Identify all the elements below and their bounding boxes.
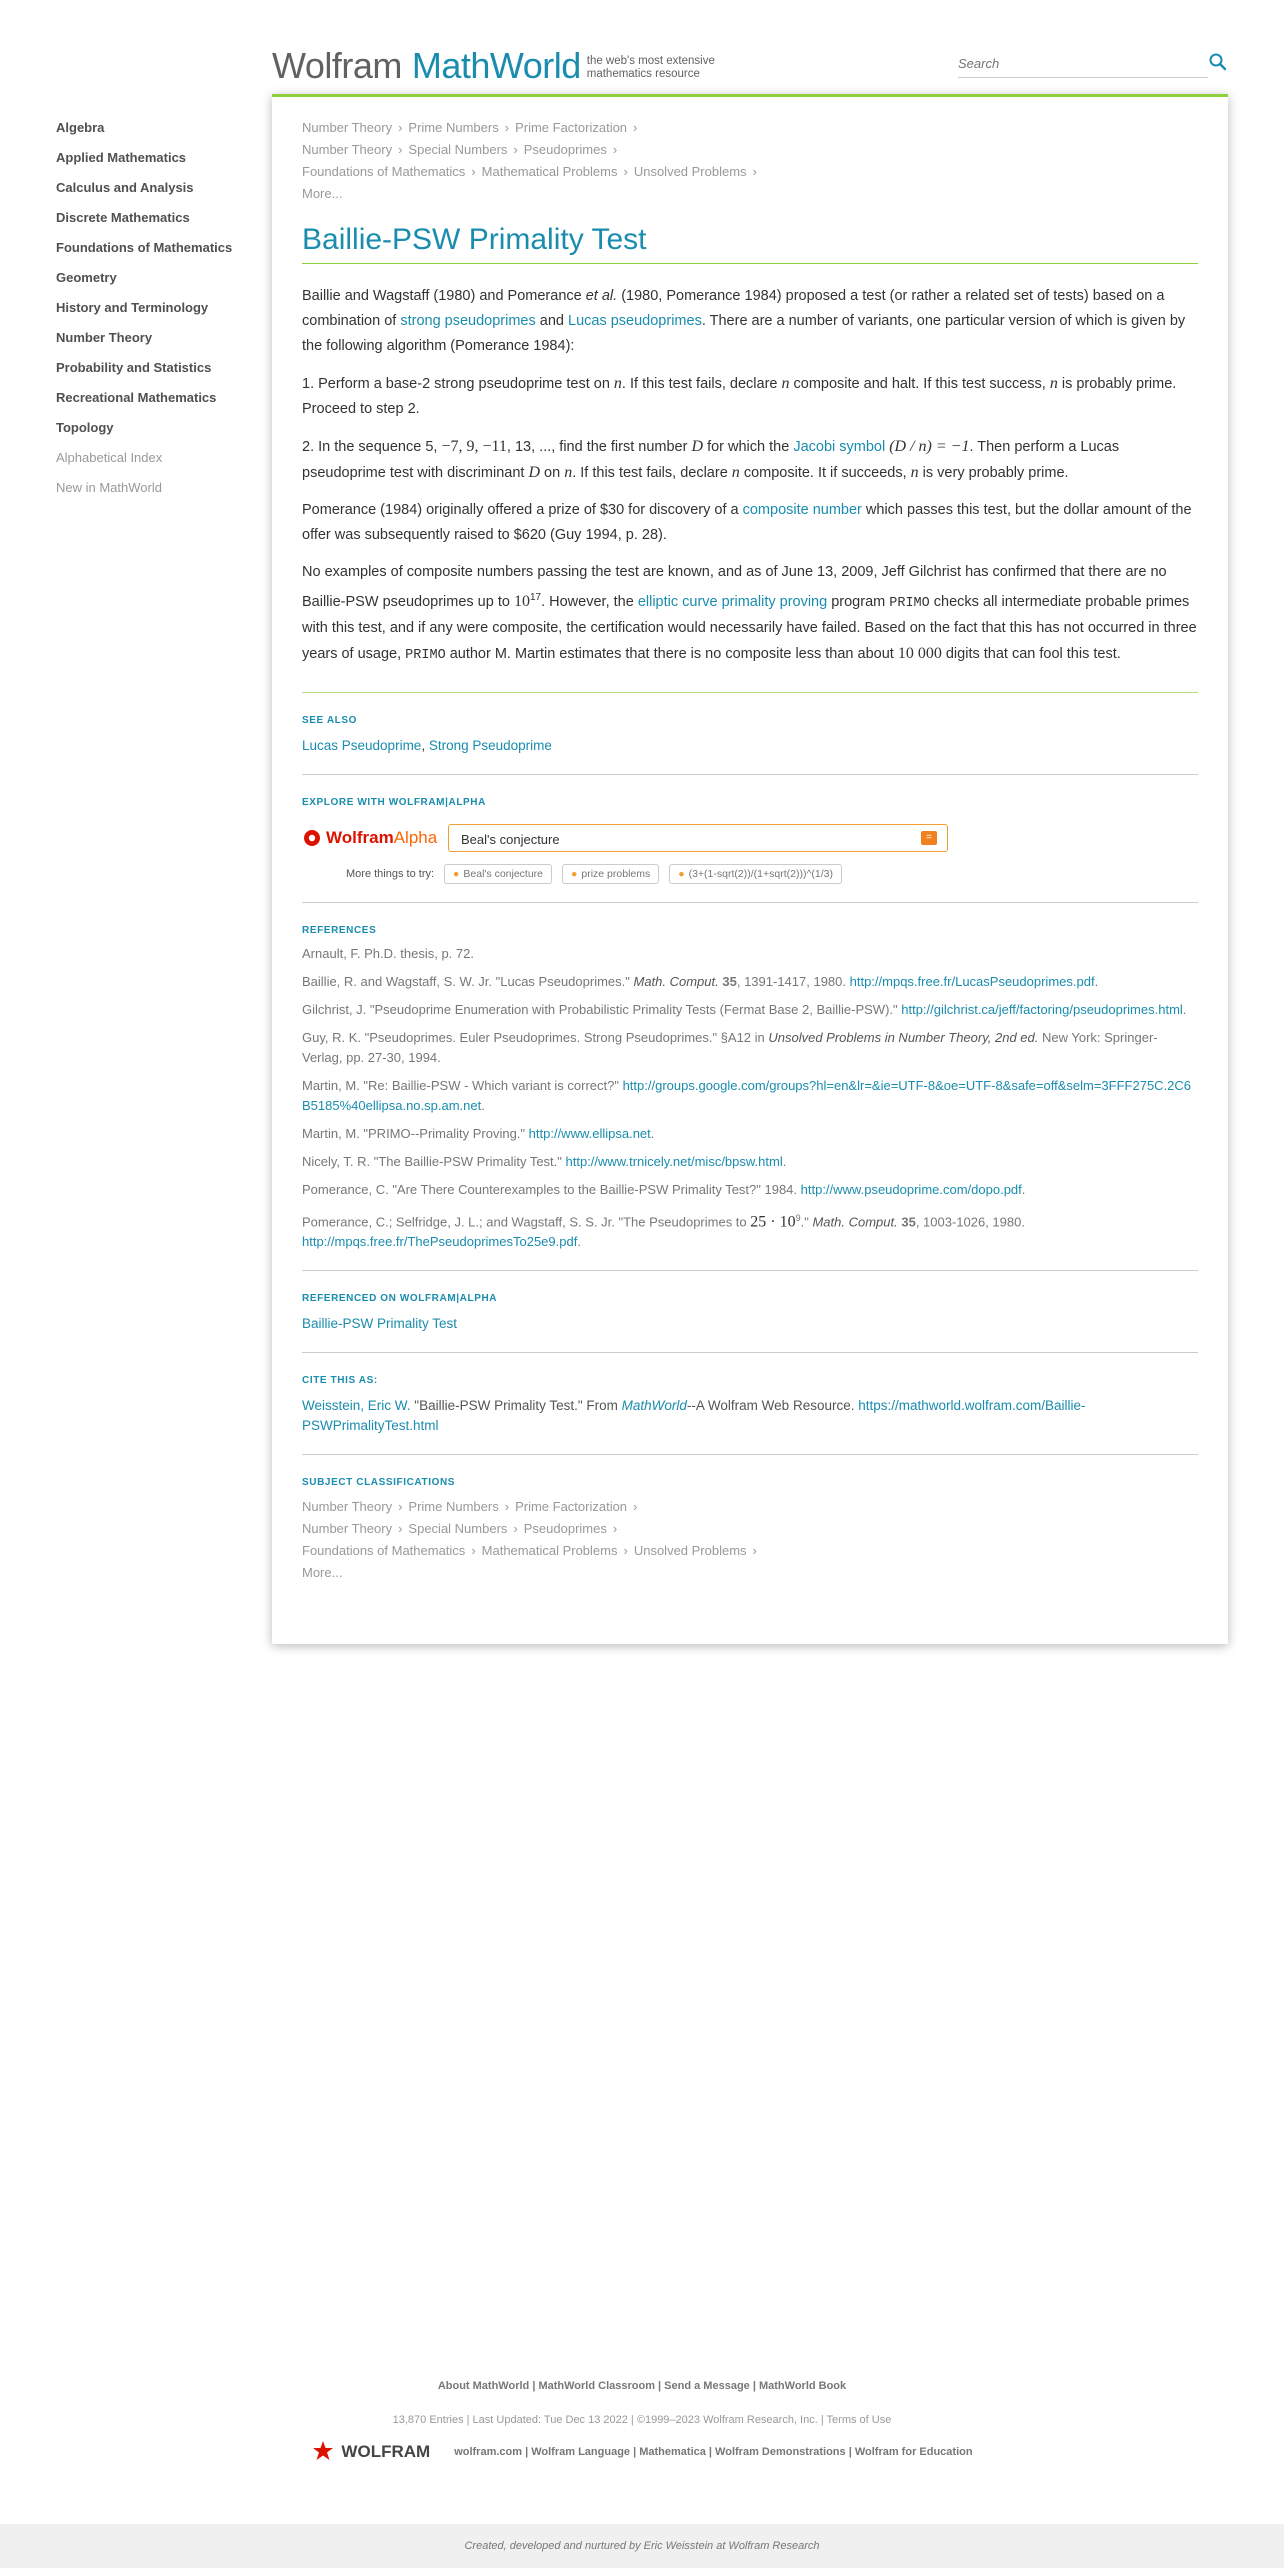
tagline-line1: the web's most extensive — [586, 55, 715, 67]
footer-links-primary[interactable]: About MathWorld | MathWorld Classroom | Send a Message | MathWorld Book — [437, 2380, 847, 2392]
reference-link[interactable]: http://www.trnicely.net/misc/bpsw.html — [565, 1153, 783, 1169]
footer-stats: 13,870 Entries | Last Updated: Tue Dec 13 2022 | ©1999–2023 Wolfram Research, Inc. | Terms of Use — [392, 2414, 892, 2426]
page-title: Baillie-PSW Primality Test — [302, 223, 1198, 264]
sidebar-item-recreational-mathematics[interactable]: Recreational Mathematics — [56, 390, 217, 405]
divider — [302, 1270, 1198, 1271]
footer-links-secondary[interactable]: wolfram.com | Wolfram Language | Mathematica | Wolfram Demonstrations | Wolfram for Education — [454, 2446, 973, 2458]
referenced-body — [302, 1314, 1198, 1334]
references-heading: REFERENCES — [302, 924, 377, 936]
see-also-strong-pseudoprime[interactable]: Strong Pseudoprime — [428, 737, 552, 753]
link-strong-pseudoprimes[interactable]: strong pseudoprimes — [400, 313, 536, 330]
search-icon — [1208, 52, 1228, 72]
subject-link[interactable]: Prime Numbers — [408, 1499, 499, 1515]
logo-mathworld-text: MathWorld — [411, 45, 581, 86]
wolfram-footer-wordmark: WOLFRAM — [341, 2442, 431, 2461]
paragraph-step-1: 1. Perform a base-2 strong pseudoprime test on n. If this test fails, declare n composite and halt. If this test success, n is probably prime. Proceed to step 2. — [302, 375, 1177, 418]
see-also-heading: SEE ALSO — [302, 714, 357, 726]
reference-item: Martin, M. "Re: Baillie-PSW - Which variant is correct?" http://groups.google.com/groups?hl=en&lr=&ie=UTF-8&oe=UTF-8&safe=off&selm=3FFF275C.2C6B5185%40ellipsa.no.sp.am.net. — [302, 1077, 1192, 1113]
subject-row: Foundations of Mathematics › Mathematical Problems › Unsolved Problems › — [302, 1543, 757, 1559]
referenced-heading: REFERENCED ON WOLFRAM|ALPHA — [302, 1293, 498, 1305]
tagline-line2: mathematics resource — [586, 68, 700, 80]
sidebar-item-probability-and-statistics[interactable]: Probability and Statistics — [56, 360, 212, 375]
subject-link[interactable]: Foundations of Mathematics — [302, 1543, 466, 1559]
wa-submit-icon: = — [926, 831, 932, 843]
wolfram-alpha-input[interactable] — [459, 831, 899, 848]
breadcrumb-link[interactable]: Special Numbers — [408, 142, 508, 157]
wa-submit-button[interactable] — [921, 831, 937, 845]
cite-url-link[interactable]: https://mathworld.wolfram.com/Baillie-PSWPrimalityTest.html — [302, 1398, 1086, 1434]
wolfram-alpha-search-row — [302, 824, 1198, 852]
link-elliptic-curve-primality-proving[interactable]: elliptic curve primality proving — [637, 593, 828, 610]
reference-link[interactable]: http://www.pseudoprime.com/dopo.pdf — [800, 1181, 1022, 1197]
wolfram-alpha-logo[interactable] — [302, 828, 448, 848]
breadcrumb-row: Number Theory › Prime Numbers › Prime Factorization › — [302, 120, 638, 135]
reference-link[interactable]: http://groups.google.com/groups?hl=en&lr=&ie=UTF-8&oe=UTF-8&safe=off&selm=3FFF275C.2C6B5185%40ellipsa.no.sp.am.net — [302, 1077, 1192, 1113]
footer-credit-bar — [0, 2524, 1284, 2568]
see-also-links: Lucas Pseudoprime, Strong Pseudoprime — [302, 737, 552, 753]
reference-item: Gilchrist, J. "Pseudoprime Enumeration with Probabilistic Primality Tests (Fermat Base 2, Baillie-PSW)." http://gilchrist.ca/jeff/factoring/pseudoprimes.html. — [302, 1001, 1187, 1017]
breadcrumb-link[interactable]: Foundations of Mathematics — [302, 164, 466, 179]
subject-row: Number Theory › Special Numbers › Pseudoprimes › — [302, 1521, 618, 1537]
subject-link[interactable]: Number Theory — [302, 1521, 393, 1537]
wa-logo-wolfram: Wolfram — [326, 827, 394, 847]
breadcrumb-link[interactable]: Number Theory — [302, 120, 393, 135]
cite-heading: CITE THIS AS: — [302, 1375, 378, 1387]
link-lucas-pseudoprimes[interactable]: Lucas pseudoprimes — [568, 313, 702, 330]
reference-item: Pomerance, C. "Are There Counterexamples to the Baillie-PSW Primality Test?" 1984. http://www.pseudoprime.com/dopo.pdf. — [302, 1181, 1026, 1197]
divider — [302, 902, 1198, 903]
subject-heading: SUBJECT CLASSIFICATIONS — [302, 1477, 456, 1489]
sidebar-item-discrete-mathematics[interactable]: Discrete Mathematics — [56, 210, 190, 225]
sidebar-item-algebra[interactable]: Algebra — [56, 120, 105, 135]
breadcrumb — [302, 117, 1198, 205]
sidebar-item-foundations-of-mathematics[interactable]: Foundations of Mathematics — [56, 240, 233, 255]
sidebar-item-number-theory[interactable]: Number Theory — [56, 330, 153, 345]
sidebar-item-alphabetical-index[interactable]: Alphabetical Index — [56, 450, 163, 465]
subject-more-link[interactable]: More... — [302, 1565, 343, 1581]
wa-logo-alpha: Alpha — [393, 827, 438, 847]
reference-item: Baillie, R. and Wagstaff, S. W. Jr. "Lucas Pseudoprimes." Math. Comput. 35, 1391-1417, 1980. http://mpqs.free.fr/LucasPseudoprimes.pdf. — [302, 973, 1099, 989]
divider — [302, 774, 1198, 775]
site-header — [272, 46, 1228, 86]
sidebar-item-calculus-and-analysis[interactable]: Calculus and Analysis — [56, 180, 194, 195]
mathworld-logo[interactable] — [272, 46, 727, 86]
reference-link[interactable]: http://gilchrist.ca/jeff/factoring/pseudoprimes.html — [901, 1001, 1183, 1017]
cite-mathworld-link[interactable]: MathWorld — [621, 1398, 687, 1414]
suggestion-chip[interactable]: ● prize problems — [562, 864, 659, 884]
paragraph-step-2: 2. In the sequence 5, −7, 9, −11, 13, ..., find the first number D for which the Jacobi symbol (D / n) = −1. Then perform a Lucas pseudoprime test with discriminant D on n. If this test fails, declare n composite. It if succeeds, n is very probably prime. — [302, 438, 1120, 482]
subject-link[interactable]: Mathematical Problems — [481, 1543, 618, 1559]
sidebar-nav — [56, 118, 266, 508]
subject-link[interactable]: Special Numbers — [408, 1521, 508, 1537]
sidebar-item-topology[interactable]: Topology — [56, 420, 114, 435]
reference-item: Arnault, F. Ph.D. thesis, p. 72. — [302, 945, 474, 961]
reference-link[interactable]: http://mpqs.free.fr/ThePseudoprimesTo25e9.pdf — [302, 1234, 578, 1250]
explore-heading: EXPLORE WITH WOLFRAM|ALPHA — [302, 796, 486, 808]
suggestion-chip[interactable]: ● Beal's conjecture — [444, 864, 552, 884]
subject-row: Number Theory › Prime Numbers › Prime Factorization › — [302, 1499, 638, 1515]
paragraph-no-examples: No examples of composite numbers passing the test are known, and as of June 13, 2009, Jeff Gilchrist has confirmed that there are no Baillie-PSW pseudoprimes up to $10^{17}$. However, the elliptic curve primality proving program PRIMO checks all intermediate probable primes with this test, and if any were composite, the certification would necessarily have failed. Based on the fact that this has not occurred in three years of usage, PRIMO author M. Martin estimates that there is no composite less than about 10 000 digits that can fool this test. — [302, 564, 1197, 663]
breadcrumb-link[interactable]: Unsolved Problems — [633, 164, 747, 179]
wolfram-alpha-logo-icon — [302, 828, 322, 848]
see-also-lucas-pseudoprime[interactable]: Lucas Pseudoprime — [302, 737, 422, 753]
wolfram-alpha-input-box — [448, 824, 948, 852]
reference-item: Martin, M. "PRIMO--Primality Proving." http://www.ellipsa.net. — [302, 1125, 655, 1141]
divider — [302, 1352, 1198, 1353]
article — [302, 117, 1198, 1584]
subject-link[interactable]: Unsolved Problems — [633, 1543, 747, 1559]
sidebar-item-applied-mathematics[interactable]: Applied Mathematics — [56, 150, 187, 165]
cite-author-link[interactable]: Weisstein, Eric W. — [302, 1398, 411, 1414]
sidebar-item-geometry[interactable]: Geometry — [56, 270, 117, 285]
reference-link[interactable]: http://www.ellipsa.net — [528, 1125, 651, 1141]
reference-item: Nicely, T. R. "The Baillie-PSW Primality Test." http://www.trnicely.net/misc/bpsw.html. — [302, 1153, 787, 1169]
logo-wolfram-text: Wolfram — [272, 45, 402, 86]
breadcrumb-row: Number Theory › Special Numbers › Pseudoprimes › — [302, 142, 618, 157]
sidebar-item-history-and-terminology[interactable]: History and Terminology — [56, 300, 209, 315]
paragraph-intro: Baillie and Wagstaff (1980) and Pomerance et al. (1980, Pomerance 1984) proposed a test (or rather a related set of tests) based on a combination of strong pseudoprimes and Lucas pseudoprimes. There are a number of variants, one particular version of which is given by the following algorithm (Pomerance 1984): — [302, 288, 1186, 355]
reference-item: Guy, R. K. "Pseudoprimes. Euler Pseudoprimes. Strong Pseudoprimes." §A12 in Unsolved Problems in Number Theory, 2nd ed. New York: Springer-Verlag, pp. 27-30, 1994. — [302, 1029, 1158, 1065]
suggestion-chip[interactable]: ● (3+(1-sqrt(2))/(1+sqrt(2)))^(1/3) — [669, 864, 842, 884]
main-content-card — [272, 94, 1228, 1644]
paragraph-prize: Pomerance (1984) originally offered a prize of $30 for discovery of a composite number which passes this test, but the dollar amount of the offer was subsequently raised to $620 (Guy 1994, p. 28). — [302, 502, 1192, 544]
subject-link[interactable]: Prime Factorization — [515, 1499, 628, 1515]
subject-link[interactable]: Pseudoprimes — [523, 1521, 607, 1537]
cite-body: Weisstein, Eric W. "Baillie-PSW Primality Test." From MathWorld--A Wolfram Web Resource. https://mathworld.wolfram.com/Baillie-PSWPrimalityTest.html — [302, 1398, 1086, 1434]
search-input[interactable] — [958, 52, 1198, 75]
reference-item: Pomerance, C.; Selfridge, J. L.; and Wagstaff, S. S. Jr. "The Pseudoprimes to $25 \cdot 10^9$." Math. Comput. 35, 1003-1026, 1980. http://mpqs.free.fr/ThePseudoprimesTo25e9.pdf. — [302, 1212, 1025, 1250]
site-footer — [0, 2380, 1284, 2464]
breadcrumb-row: Foundations of Mathematics › Mathematical Problems › Unsolved Problems › — [302, 164, 757, 179]
logo-tagline — [587, 55, 727, 81]
subject-classifications — [302, 1496, 1198, 1584]
subject-link[interactable]: Number Theory — [302, 1499, 393, 1515]
more-things-to-try — [346, 864, 1198, 884]
breadcrumb-link[interactable]: Mathematical Problems — [481, 164, 618, 179]
search-button[interactable] — [1208, 52, 1230, 74]
breadcrumb-link[interactable]: Prime Numbers — [408, 120, 499, 135]
breadcrumb-link[interactable]: Number Theory — [302, 142, 393, 157]
reference-link[interactable]: Unsolved Problems in Number Theory, 2nd ed. — [768, 1029, 1039, 1045]
breadcrumb-link[interactable]: Prime Factorization — [515, 120, 628, 135]
link-jacobi-symbol[interactable]: Jacobi symbol — [793, 439, 886, 456]
divider — [302, 1454, 1198, 1455]
referenced-link[interactable]: Baillie-PSW Primality Test — [302, 1316, 458, 1332]
references-list — [302, 944, 1198, 1252]
breadcrumb-more-link[interactable]: More... — [302, 186, 343, 201]
breadcrumb-link[interactable]: Pseudoprimes — [523, 142, 607, 157]
wolfram-footer-logo[interactable] — [311, 2440, 430, 2464]
footer-credit: Created, developed and nurtured by Eric Weisstein at Wolfram Research — [464, 2540, 820, 2552]
sidebar-item-new-in-mathworld[interactable]: New in MathWorld — [56, 480, 162, 495]
divider — [302, 692, 1198, 693]
reference-link[interactable]: http://mpqs.free.fr/LucasPseudoprimes.pdf — [849, 973, 1095, 989]
wolfram-spikey-icon — [311, 2440, 335, 2464]
search-box — [958, 52, 1208, 78]
footer-wolfram-row — [0, 2440, 1284, 2464]
more-things-label: More things to try: — [346, 867, 435, 880]
link-composite-number[interactable]: composite number — [742, 502, 862, 519]
